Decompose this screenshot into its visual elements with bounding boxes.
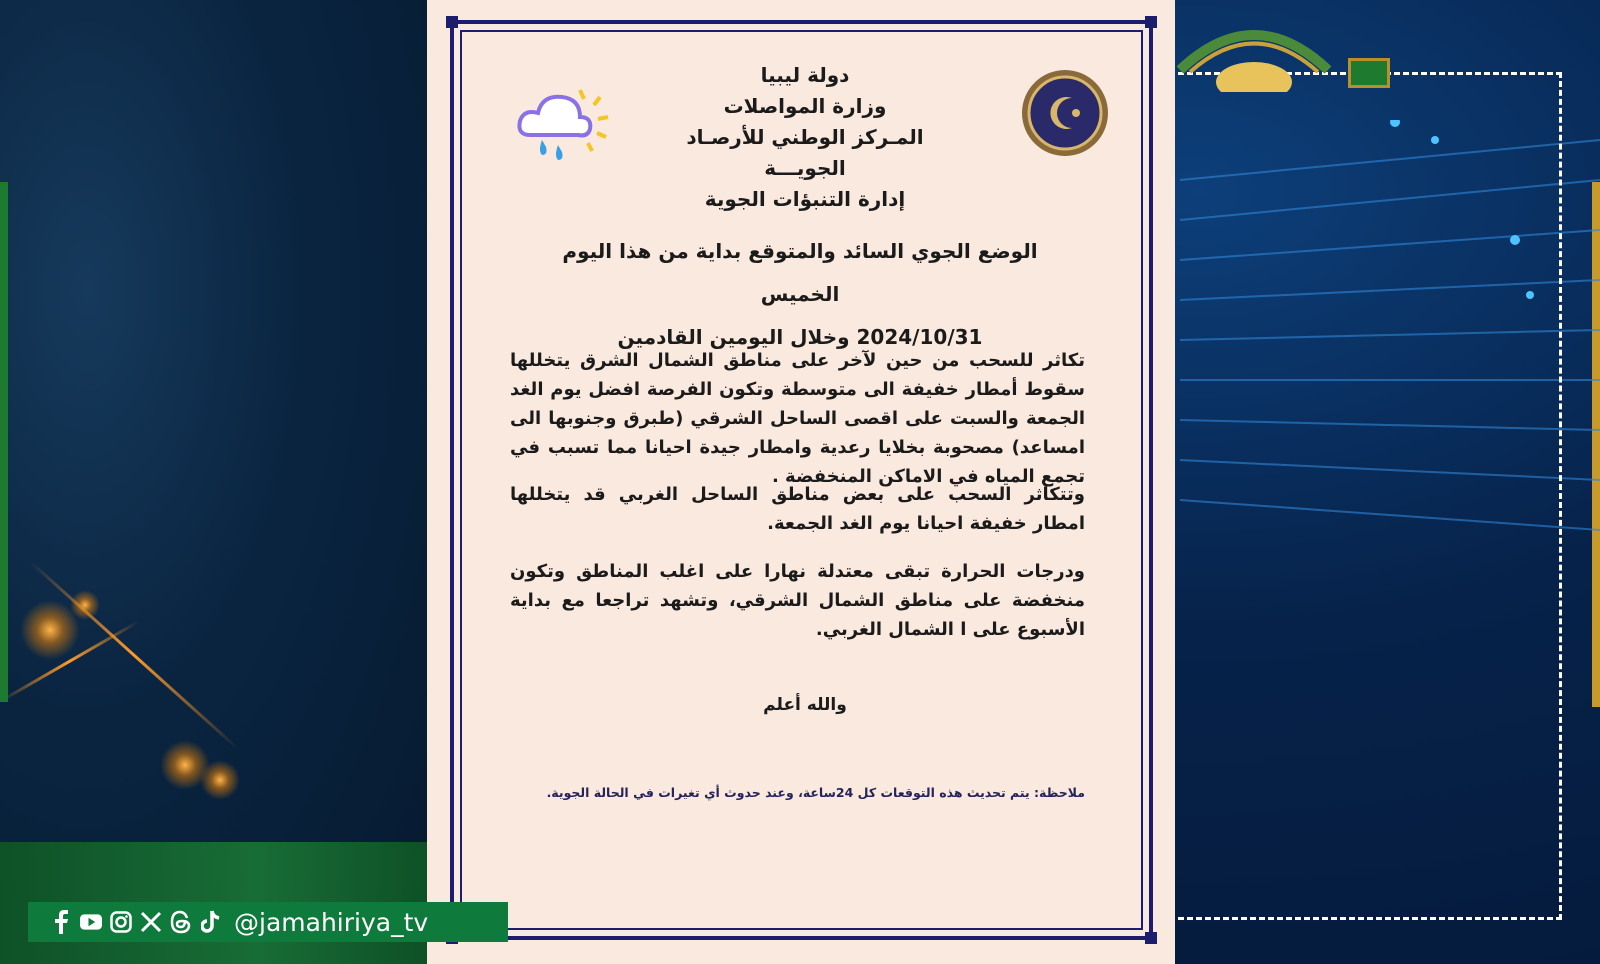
bulletin-title — [520, 230, 1080, 359]
orange-glow — [200, 760, 240, 800]
rain-cloud-icon — [512, 85, 622, 165]
title-line-1: الوضع الجوي السائد والمتوقع بداية من هذا اليوم الخميس — [562, 239, 1038, 306]
facebook-icon[interactable] — [50, 910, 72, 934]
title-line-2: 2024/10/31 وخلال اليومين القادمين — [617, 325, 983, 349]
header-line-country: دولة ليبيا — [760, 63, 850, 87]
tiktok-icon[interactable] — [200, 910, 222, 934]
social-media-bar — [28, 902, 508, 942]
green-accent-bar — [0, 182, 8, 702]
forecast-paragraph-west: وتتكاثر السحب على بعض مناطق الساحل الغربي قد يتخللها امطار خفيفة احيانا يوم الغد الجمعة. — [510, 484, 1085, 534]
issuer-header — [660, 60, 950, 215]
x-icon[interactable] — [140, 910, 162, 934]
background-left-panel — [0, 0, 430, 964]
update-note: ملاحظة: يتم تحديث هذه التوقعات كل 24ساعة، وعند حدوث أي تغيرات في الحالة الجوية. — [546, 785, 1085, 800]
social-handle[interactable]: @jamahiriya_tv — [234, 907, 429, 937]
threads-icon[interactable] — [170, 910, 192, 934]
header-line-ministry: وزارة المواصلات — [723, 94, 887, 118]
header-line-department: إدارة التنبؤات الجوية — [704, 187, 906, 211]
frame-corner — [446, 16, 458, 28]
emblem-icon — [1170, 10, 1338, 92]
forecast-paragraph-east: تكاثر للسحب من حين لآخر على مناطق الشمال الشرق يتخللها سقوط أمطار خفيفة الى متوسطة وتكون الفرصة افضل يوم الغد الجمعة والسبت على اقصى الساحل الشرقي (طبرق وجنوبها الى امساعد) مصحوبة بخلايا رعدية وامطار جيدة احيانا مما تسبب في تجمع المياه في الاماكن المنخفضة . — [510, 350, 1085, 487]
youtube-icon[interactable] — [80, 910, 102, 934]
instagram-icon[interactable] — [110, 910, 132, 934]
dashed-frame — [1160, 72, 1562, 920]
green-square-badge — [1348, 58, 1390, 88]
closing-phrase: والله أعلم — [763, 695, 847, 715]
frame-corner — [1145, 16, 1157, 28]
forecast-paragraph-temperature: ودرجات الحرارة تبقى معتدلة نهارا على اغلب المناطق وتكون منخفضة على مناطق الشمال الشرقي، وتشهد تراجعا مع بداية الأسبوع على ا الشمال الغربي. — [510, 561, 1085, 640]
bulletin-content — [460, 30, 1143, 930]
orange-glow — [70, 590, 100, 620]
meteorological-center-logo-icon — [1020, 68, 1110, 158]
frame-corner — [1145, 932, 1157, 944]
header-line-center: المـركز الوطني للأرصـاد الجويـــة — [686, 125, 924, 180]
